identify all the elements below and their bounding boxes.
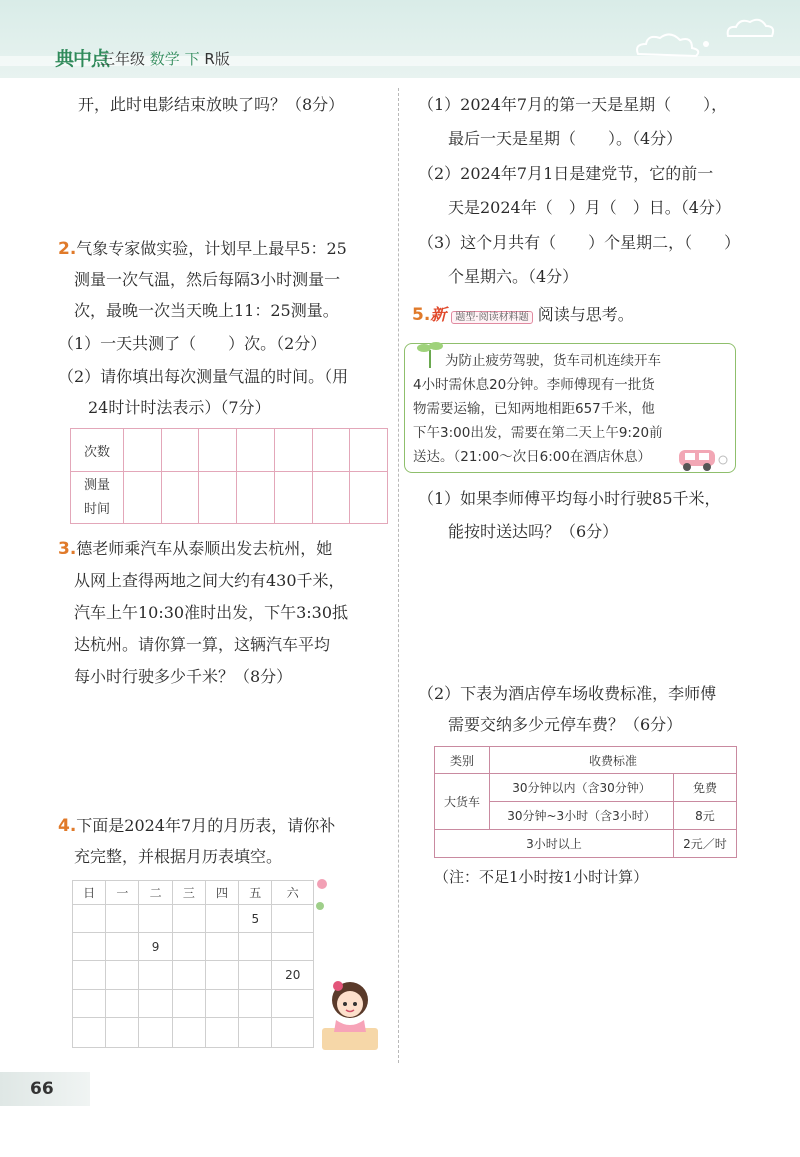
answer-cell[interactable] (274, 472, 312, 524)
flower-decoration-icon (310, 876, 336, 916)
q2-sub2-line-1: （2）请你填出每次测量气温的时间。（用 (58, 367, 349, 386)
q4-line-2: 充完整，并根据月历表填空。 (74, 847, 283, 866)
weekday-mon: 一 (106, 881, 139, 905)
note-line-1: 为防止疲劳驾驶，货车司机连续开车 (445, 353, 661, 369)
calendar-cell[interactable] (139, 905, 172, 933)
calendar-cell[interactable] (239, 961, 272, 989)
answer-cell[interactable] (199, 429, 237, 472)
calendar-cell[interactable] (172, 961, 205, 989)
answer-cell[interactable] (237, 472, 275, 524)
q5-title: 阅读与思考。 (537, 305, 634, 324)
note-line-2: 4小时需休息20分钟。李师傅现有一批货 (413, 377, 655, 393)
answer-cell[interactable] (350, 472, 388, 524)
q3-line-3: 汽车上午10:30准时出发，下午3:30抵 (74, 603, 349, 622)
fee-header-standard: 收费标准 (490, 747, 737, 774)
q4-sub1-line-2: 最后一天是星期（ ）。（4分） (448, 129, 683, 148)
table-header-count: 次数 (71, 429, 124, 472)
q1-tail: 开，此时电影结束放映了吗？（8分） (78, 95, 345, 114)
answer-cell[interactable] (350, 429, 388, 472)
calendar-cell[interactable] (172, 1017, 205, 1047)
calendar-cell[interactable] (106, 1017, 139, 1047)
table-header-time (71, 472, 124, 524)
calendar-cell[interactable] (106, 933, 139, 961)
calendar-cell[interactable] (205, 989, 238, 1017)
q5-sub1-line-1: （1）如果李师傅平均每小时行驶85千米， (418, 489, 721, 508)
weekday-thu: 四 (205, 881, 238, 905)
q3-line-5: 每小时行驶多少千米？（8分） (74, 667, 293, 686)
q5-sub2-line-1: （2）下表为酒店停车场收费标准，李师傅 (418, 684, 717, 703)
column-divider (398, 88, 399, 1063)
calendar-cell-20: 20 (272, 961, 314, 989)
q3-number: 3. (58, 539, 77, 559)
answer-cell[interactable] (274, 429, 312, 472)
calendar-cell[interactable] (172, 905, 205, 933)
q4-sub3-line-2: 个星期六。（4分） (448, 267, 579, 286)
calendar-cell[interactable] (106, 989, 139, 1017)
q2-text-1: 气象专家做实验，计划早上最早5：25 (76, 239, 347, 258)
q2-sub1: （1）一天共测了（ ）次。（2分） (58, 334, 327, 353)
fee-value-3: 2元／时 (674, 830, 737, 858)
q3-line-2: 从网上查得两地之间大约有430千米， (74, 571, 345, 590)
q3-line-4: 达杭州。请你算一算，这辆汽车平均 (74, 635, 331, 654)
calendar-cell[interactable] (139, 989, 172, 1017)
reading-material-box (404, 343, 736, 473)
note-line-5: 送达。（21:00～次日6:00在酒店休息） (413, 449, 651, 465)
calendar-cell[interactable] (73, 933, 106, 961)
car-icon (675, 444, 733, 474)
weekday-sun: 日 (73, 881, 106, 905)
q2-number: 2. (58, 239, 77, 259)
table-header-time-a: 测量 (83, 477, 110, 493)
q4-number: 4. (58, 816, 77, 836)
calendar-cell[interactable] (272, 905, 314, 933)
book-title (100, 48, 230, 69)
answer-cell[interactable] (161, 429, 199, 472)
q2-line-2: 测量一次气温，然后每隔3小时测量一 (74, 270, 341, 289)
cloud-icon (630, 28, 720, 62)
answer-cell[interactable] (312, 429, 350, 472)
edition: R版 (204, 50, 230, 68)
calendar-cell[interactable] (73, 989, 106, 1017)
q2-line-3: 次，最晚一次当天晚上11：25测量。 (74, 301, 339, 320)
cloud-icon (722, 14, 782, 44)
calendar-table (72, 880, 314, 1048)
calendar-cell[interactable] (239, 1017, 272, 1047)
calendar-cell[interactable] (139, 961, 172, 989)
volume: 下 (184, 50, 200, 68)
q3-line-1 (58, 538, 332, 560)
q4-line-1 (58, 815, 335, 837)
grade: 三年级 (100, 50, 146, 68)
note-line-3: 物需要运输，已知两地相距657千米，他 (413, 401, 655, 417)
answer-cell[interactable] (161, 472, 199, 524)
q4-sub3-line-1: （3）这个月共有（ ）个星期二，（ ） (418, 233, 741, 252)
calendar-cell[interactable] (272, 933, 314, 961)
q5-sub1-line-2: 能按时送达吗？（6分） (448, 522, 619, 541)
calendar-cell[interactable] (139, 1017, 172, 1047)
fee-category: 大货车 (435, 774, 490, 830)
q5-heading (412, 302, 634, 325)
calendar-cell[interactable] (172, 989, 205, 1017)
calendar-cell[interactable] (205, 933, 238, 961)
q4-sub2-line-1: （2）2024年7月1日是建党节，它的前一 (418, 164, 714, 183)
calendar-cell[interactable] (73, 905, 106, 933)
weekday-sat: 六 (272, 881, 314, 905)
weekday-fri: 五 (239, 881, 272, 905)
calendar-cell[interactable] (106, 961, 139, 989)
answer-cell[interactable] (312, 472, 350, 524)
calendar-cell[interactable] (172, 933, 205, 961)
calendar-cell[interactable] (73, 961, 106, 989)
answer-cell[interactable] (124, 429, 162, 472)
new-badge: 新 (430, 305, 447, 324)
weekday-tue: 二 (139, 881, 172, 905)
calendar-cell-9: 9 (139, 933, 172, 961)
q4-sub2-line-2: 天是2024年（ ）月（ ）日。（4分） (448, 198, 731, 217)
calendar-cell[interactable] (205, 1017, 238, 1047)
q3-text-1: 德老师乘汽车从泰顺出发去杭州，她 (76, 539, 333, 558)
page-number: 66 (30, 1079, 54, 1099)
page-header (0, 0, 800, 78)
fee-value-2: 8元 (674, 802, 737, 830)
calendar-cell[interactable] (239, 989, 272, 1017)
calendar-cell[interactable] (106, 905, 139, 933)
calendar-cell[interactable] (205, 905, 238, 933)
brand-logo: 典中点 (55, 48, 110, 70)
fee-range-3: 3小时以上 (435, 830, 674, 858)
fee-footnote: （注：不足1小时按1小时计算） (434, 868, 649, 886)
fee-range-2: 30分钟~3小时（含3小时） (490, 802, 674, 830)
table-header-time-b: 时间 (83, 501, 110, 517)
q4-sub1-line-1: （1）2024年7月的第一天是星期（ ）， (418, 95, 728, 114)
calendar-cell[interactable] (205, 961, 238, 989)
girl-illustration-icon (318, 970, 380, 1052)
answer-cell[interactable] (199, 472, 237, 524)
question-type-tag: 题型·阅读材料题 (451, 311, 532, 324)
calendar-cell[interactable] (239, 933, 272, 961)
fee-header-category: 类别 (435, 747, 490, 774)
note-line-4: 下午3:00出发，需要在第二天上午9:20前 (413, 425, 663, 441)
q2-sub2-line-2: 24时计时法表示）（7分） (88, 398, 271, 417)
q2-line-1 (58, 238, 347, 260)
answer-cell[interactable] (237, 429, 275, 472)
q5-sub2-line-2: 需要交纳多少元停车费？（6分） (448, 715, 683, 734)
calendar-cell[interactable] (272, 989, 314, 1017)
sprout-icon (415, 336, 445, 370)
calendar-cell[interactable] (272, 1017, 314, 1047)
parking-fee-table (434, 746, 737, 858)
measure-time-table (70, 428, 388, 524)
q5-number: 5. (412, 305, 431, 325)
weekday-wed: 三 (172, 881, 205, 905)
calendar-cell-5: 5 (239, 905, 272, 933)
fee-value-1: 免费 (674, 774, 737, 802)
answer-cell[interactable] (124, 472, 162, 524)
fee-range-1: 30分钟以内（含30分钟） (490, 774, 674, 802)
q4-text-1: 下面是2024年7月的月历表，请你补 (76, 816, 336, 835)
calendar-cell[interactable] (73, 1017, 106, 1047)
subject: 数学 (149, 50, 180, 68)
